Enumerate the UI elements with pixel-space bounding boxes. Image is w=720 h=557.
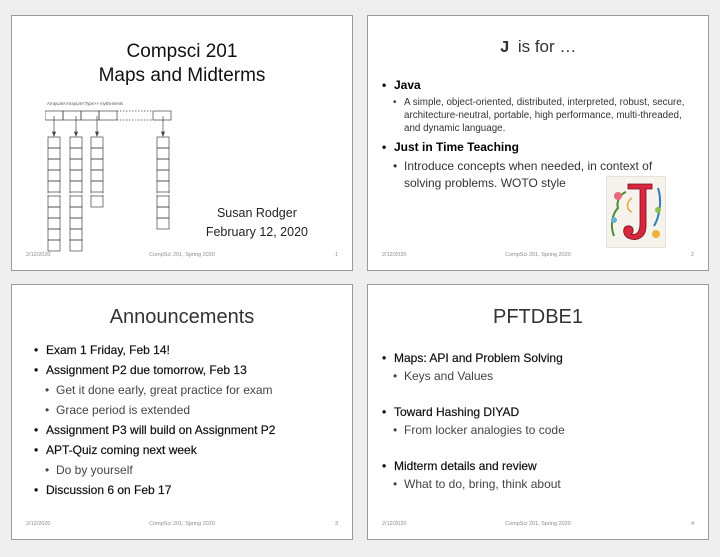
- slide-2[interactable]: [367, 15, 709, 271]
- diagram-label: ArrayList<ArrayList<Type>> myElements: [47, 101, 124, 106]
- sub-bullet-item: • From locker analogies to code: [382, 421, 692, 439]
- bullet-item: • Java: [382, 78, 692, 92]
- bullet-item: • Discussion 6 on Feb 17: [34, 481, 334, 499]
- bullet-list: [382, 78, 692, 192]
- bullet-item: • Midterm details and review: [382, 457, 692, 475]
- slide-footer: [368, 252, 708, 262]
- bullet-item: • APT-Quiz coming next week: [34, 441, 334, 459]
- sub-bullet-item: • Do by yourself: [34, 461, 334, 479]
- decorative-j-image: [606, 176, 666, 248]
- footer-date: 2/12/2020: [26, 521, 51, 527]
- bullet-list: [382, 349, 692, 511]
- sub-bullet-item: • Keys and Values: [382, 367, 692, 385]
- footer-date: 2/12/2020: [382, 252, 407, 258]
- footer-course: CompSci 201, Spring 2020: [149, 252, 215, 258]
- footer-course: CompSci 201, Spring 2020: [505, 521, 571, 527]
- author-block: [206, 204, 308, 242]
- slide-4[interactable]: [367, 284, 709, 540]
- bullet-item: • Toward Hashing DIYAD: [382, 403, 692, 421]
- bullet-item: • Just in Time Teaching: [382, 140, 692, 154]
- footer-date: 2/12/2020: [26, 252, 51, 258]
- slide-title: Announcements: [109, 306, 255, 328]
- title-code-letter: J: [499, 39, 510, 58]
- footer-date: 2/12/2020: [382, 521, 407, 527]
- slide-title: [368, 37, 708, 58]
- title-line-2: Maps and Midterms: [98, 65, 266, 86]
- slide-1[interactable]: [11, 15, 353, 271]
- bullet-item: • Assignment P2 due tomorrow, Feb 13: [34, 361, 334, 379]
- slide-footer: [368, 521, 708, 531]
- slide-title: PFTDBE1: [492, 306, 584, 328]
- presentation-date: February 12, 2020: [205, 225, 308, 239]
- sub-bullet-item: • Introduce concepts when needed, in context of solving problems. WOTO style: [382, 158, 692, 192]
- slide-footer: [12, 521, 352, 531]
- bullet-item: • Assignment P3 will build on Assignment P2: [34, 421, 334, 439]
- sub-bullet-item: • A simple, object-oriented, distributed, interpreted, robust, secure, architecture-neutral, portable, high performance, multi-threaded, and dynamic language.: [382, 96, 692, 135]
- slide-number: 3: [334, 521, 338, 527]
- footer-course: CompSci 201, Spring 2020: [505, 252, 571, 258]
- sub-bullet-item: • Grace period is extended: [34, 401, 334, 419]
- footer-course: CompSci 201, Spring 2020: [149, 521, 215, 527]
- slide-title: [12, 40, 352, 88]
- title-line-1: Compsci 201: [126, 41, 238, 62]
- slide-number: 2: [690, 252, 694, 258]
- sub-bullet-item: • What to do, bring, think about: [382, 475, 692, 493]
- title-text: is for …: [517, 37, 577, 56]
- slide-number: 1: [334, 252, 338, 258]
- bullet-item: • Exam 1 Friday, Feb 14!: [34, 341, 334, 359]
- slide-3[interactable]: [11, 284, 353, 540]
- bullet-list: [34, 341, 334, 501]
- sub-bullet-item: • Get it done early, great practice for exam: [34, 381, 334, 399]
- arraylist-diagram: [45, 101, 185, 261]
- slide-number: 4: [690, 521, 694, 527]
- author-name: Susan Rodger: [216, 206, 297, 220]
- slide-footer: [12, 252, 352, 262]
- bullet-item: • Maps: API and Problem Solving: [382, 349, 692, 367]
